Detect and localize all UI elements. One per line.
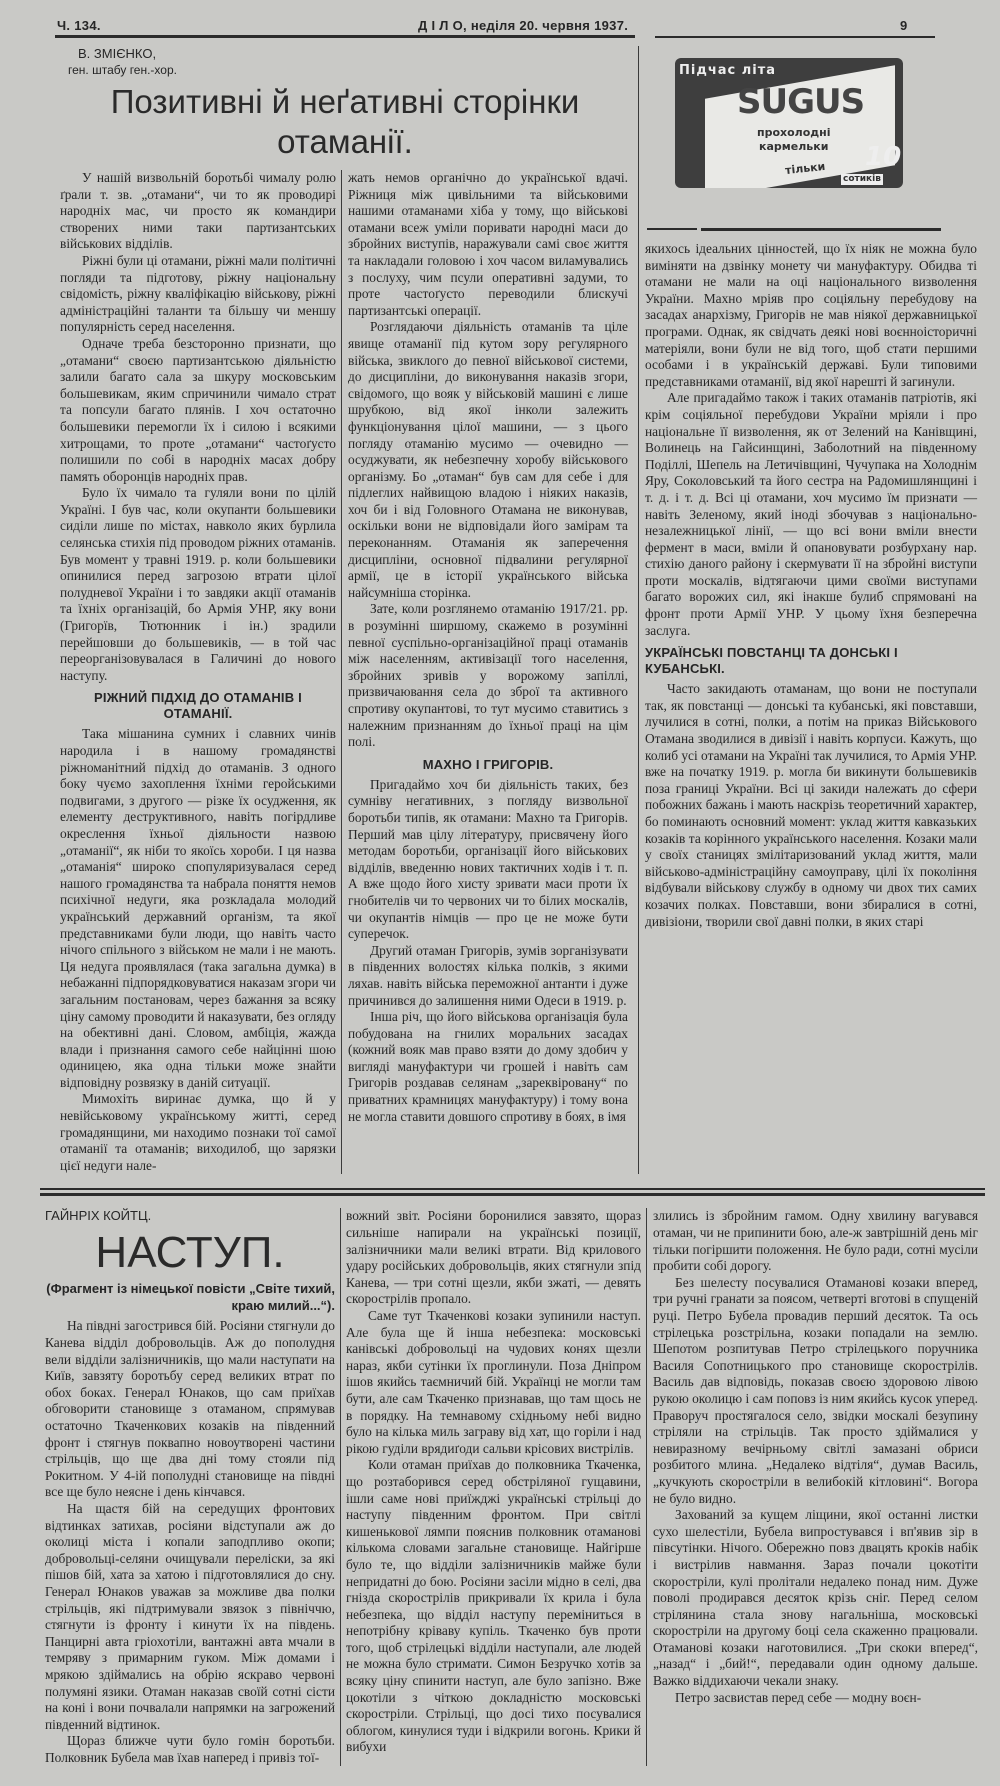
article-column-3 [645, 241, 977, 930]
paragraph: злились із збройним гамом. Одну хвилину вагувався отаман, чи не припинити бою, але-ж завтрішній день міг тільки погіршити положення. Не було ради, сотні мусіли пробити собі дорогу. [653, 1208, 978, 1274]
article-column-1 [60, 170, 342, 1174]
paragraph: Зате, коли розглянемо отаманію 1917/21. рр. в розумінні ширшому, скажемо в розумінні певної суспільно-організаційної праці отаманів між населенням, активізації того населення, збройних зривів у ворожому запіллі, призвичаювання села до зброї та активного спротиву окупантові, то тут мусимо ставитись з належним признанням до їхньої праці на цім полі. [348, 601, 628, 750]
paragraph: Другий отаман Григорів, зумів зорганізувати в південних волостях кілька полків, з якими ляхав. навіть війська переможної антанти і дуже причинився до залишення ними Одеси в 1919. р. [348, 942, 628, 1008]
paragraph: Петро засвистав перед себе — модну воєн- [675, 1689, 922, 1705]
divider-line [40, 1188, 985, 1190]
section-heading: УКРАЇНСЬКІ ПОВСТАНЦІ ТА ДОНСЬКІ І КУБАНСЬКІ. [645, 645, 898, 677]
paragraph: Було їх чимало та гуляли вони по цілій Україні. І був час, коли окупанти большевики сиділи лише по містах, навколо яких бурлила селянська стихія під проводом ріжних отаманів. Був момент у травні 1919. р. коли большевики опинилися перед загрозою втрати цілої полудневої України і то завдяки акції отаманів та їхніх організацій, бо Армія УНР, яку вони (Григорїв, Тютюнник і ін.) зрадили перейшовши до большевиків, — в той час переорганізовувалася в Галичині до нового наступу. [60, 485, 336, 683]
divider-line [40, 1193, 985, 1196]
ad-rule [647, 228, 697, 230]
paragraph: вожний звіт. Росіяни боронилися завзято, щораз сильніше напирали на українські позиції, залізничники мали великі втрати. Від крилового удару російських добровольців, яких стягнули зпід Канева, — три сотні щезли, якби зжаті, — девять скорострілів пропало. [346, 1208, 641, 1307]
paragraph: жать немов органічно до української вдачі. Ріжниця між цивільними та військовими нашими отаманами хіба у тому, що військові отамани всеж уміли поривати народні маси до збройних виступів, наражували самі своє життя та накладали головою і хоч часом виламувались з послуху, чим псули оперативні задуми, то проте частоґусто переводили блискучі партизантські операції. [348, 170, 628, 318]
ad-line: тільки [784, 159, 826, 178]
paragraph: Пригадаймо хоч би діяльність таких, без сумніву негативних, з погляду визвольної боротьби типів, як отамани: Махно та Григорів. Перший мав цілу літературу, присвячену його методам боротьби, організації його військових відділів, введенню нових тактичних ходів і т. п. А вже щодо його хисту зривати маси проти їх гнобителів чи то червоних чи то білих москалів, чи окупантів німців — про це не може бути суперечок. [348, 776, 628, 942]
article-author: В. ЗМІЄНКО, [78, 46, 157, 61]
story-column-2 [340, 1208, 646, 1766]
bottom-section [0, 1208, 1000, 1766]
story-title: НАСТУП. [95, 1228, 285, 1278]
paragraph: Така мішанина сумних і славних чинів народила і в нашому громадянстві ріжноманітний підхід до отаманів. З одного боку чуємо захоплення їхніми геройськими подвигами, з другого — різке їх осудження, як елементу деструктивного, навіть погірдливе окреслення їхньої діяльности назвою „отаманії“, як ніби то якоїсь хороби. І ця назва „отаманія“ широко спопуляризувалася серед нашого громадянства та набрала поняття немов психічної недуги, яка розкладала молодий український державний організм, та якої представниками були люди, що навіть часто нічого спільного з військом не мали і не мають. Ця недуга проявлялася (така загальна думка) в небажанні підпорядковуватися наказам згори чи загальним постановам, через бажання за всяку ціну самому проводити й наказувати, без огляду на обективні дані. Словом, амбіція, жажда влади і признання самого себе найцінні шою одиницею, яка одна тільки може знайти відповідну розвязку в даній ситуації. [60, 726, 336, 1090]
section-heading: МАХНО І ГРИГОРІВ. [422, 756, 554, 772]
article-title: Позитивні й неґативні сторінки отаманії. [110, 83, 580, 160]
paragraph: Ріжні були ці отамани, ріжні мали політичні погляди та підготову, ріжну національну свідомість, ріжну кваліфікацію військову, ріжні адміністраційні таланти та більшу чи меншу популярність серед населення. [60, 252, 336, 335]
paragraph: Коли отаман приїхав до полковника Ткаченка, що розтаборився серед обстріляної гущавини, ішли саме нові приїжджі українські стрільці до наступу південним фронтом. При світлі кишенькової лямпи пояснив полковник отаманові кількома словами загальне становище. Найгірше було те, що відділи залізничників майже були непридатні до бою. Росіяни засіли мідно в селі, два гнізда скорострілів прикривали їх крила і була небезпека, що відділ наступу переміниться в непотрібну кріваву купіль. Ткаченко був проти того, щоб стрілецькі відділи наступали, але людей не можна було стримати. Симон Безручко хотів за всяку ціну спинити наступ, але було запізно. Вже цокотіли з чіткою докладністю московські скоростріли. Стрільці, що досі тихо посувалися облогом, кинулися туди і відкрили вогонь. Крики й вибухи [346, 1457, 641, 1755]
section-heading: РІЖНИЙ ПІДХІД ДО ОТАМАНІВ І ОТАМАНІЇ. [94, 690, 302, 722]
story-column-3 [646, 1208, 978, 1766]
paragraph: На півдні загострився бій. Росіяни стягнули до Канева відділ добровольців. Аж до пополудня вели відділи залізничників, що мали наступати на Київ, завзяту боротьбу серед великих втрат по обох боках. Генерал Юнаков, що сам приїхав обговорити становище з отаманом, спрямував остаточно Ткаченкових козаків на південний фронт і стягнув поквапно новоутворені частини стрільців, що ще два дні тому стояли під Рокитном. У 4-ій пополудні становище на півдні все ще було неясне і день кінчався. [45, 1318, 335, 1500]
masthead-date: Д І Л О, неділя 20. червня 1937. [418, 18, 629, 33]
ad-brand: SUGUS [737, 82, 865, 122]
ad-line: прохолодні [757, 126, 831, 139]
header-rule-right [655, 36, 935, 38]
top-section [0, 46, 1000, 1174]
ad-rule [701, 228, 941, 231]
paragraph: якихось ідеальних цінностей, що їх ніяк не можна було виміняти на дзвінку монету чи мануфактуру. Обидва ті отамани не мали на оці національного визволення України. Махно мріяв про соціяльну перебудову на засадах анархізму, Григорів не мав ніякої державницької програми. Однак, як свідчать деякі нові воєнноісторичні матеріяли, вони були не від того, щоб стати першими особами і в українській державі. Були типовими представниками отаманії, від якої нарешті й загинули. [645, 241, 977, 389]
issue-number: Ч. 134. [57, 18, 101, 33]
header-rule [55, 35, 635, 38]
ad-line: Підчас літа [679, 63, 777, 78]
story-author: ГАЙНРІХ КОЙТЦ. [45, 1208, 152, 1224]
article-author-rank: ген. штабу ген.-хор. [68, 63, 177, 77]
article-column-2 [342, 170, 628, 1125]
story-column-1 [45, 1318, 335, 1766]
paragraph: Без шелесту посувалися Отаманові козаки вперед, три ручні гранати за поясом, четверті вготові в спущеній руці. Петро Бубела провадив перший десяток. Та ось стрілецька розстрільна, козаки попадали на землю. Шепотом розпитував Петро стрілецького поручника Василя Сопотницького про становище скорострілів. Василь дав відповідь, показав своєю здоровою лівою рукою околицю і сам поповз із ним якийсь кусок уперед. Праворуч простягалося село, звідки москалі безупину стріляли на стрільців. Так просто здіймалися у невиразному вечірньому світлі замазані обриси розбитого млина. „Недалеко відтіля“, думав Василь, „кучкують скоростріли в велибокій кітловині“. Вогора не було видно. [653, 1274, 978, 1506]
paragraph: Але пригадаймо також і таких отаманів патріотів, які крім соціяльної перебудови України мріяли і про національне її визволення, як от Зелений на Канівщині, Волинець на Гайсинщині, Заболотний на південному Поділлі, Шепель на Летичівщині, Чучупака на Холоднім Яру, Соколовський та його сестра на Радомишлянщині і т. д. і т. д. Всі ці отамани, хоч мусимо їм признати — навіть Зеленому, який іноді збочував з національно-незалежницької лінії, — що всі вони вміли внести фермент в маси, вміли й опановувати розбурхану нар. стихію даного району і скермувати її на збройні виступи проти москалів, відтягаючи цими своїми виступами багато ворожих сил, які інакше булиб спрямовані на фронт проти Армії УНР. У цьому їхня безперечна заслуга. [645, 390, 977, 638]
paragraph: Мимохіть виринає думка, що й у невійськовому українському житті, серед громадянщини, ми находимо познаки тої самої отаманії та отаманів; виходилоб, що зарязки цієї недуги нале- [60, 1091, 336, 1173]
ad-rules [647, 228, 977, 231]
page-number: 9 [900, 18, 908, 33]
article-side [638, 46, 977, 1174]
sugus-advertisement [675, 58, 903, 188]
ad-price: 10 [865, 142, 902, 172]
paragraph: У нашій визвольній боротьбі чималу ролю ґрали т. зв. „отамани“, чи то як проводирі народніх мас, чи просто як командири створених ними таки партизантських військових відділів. [60, 170, 336, 252]
story-column-1-wrap [45, 1208, 340, 1766]
paragraph: Захований за кущем ліщини, якої останні листки сухо шелестіли, Бубела випростувався і вп'явив зір в півсутінки. Нічого. Обережно повз двацять кроків набік і вистрілив навмання. Зараз почали цокотіти скоростріли, кулі пролітали недалеко понад ним. Дуже поволі продирався десяток крізь сніг. Перед селом стрілянина стала знову нагальніша, московські скоростріли на другому боці села скаженно працювали. Отаманові козаки наготовилися. „Три скоки вперед“, „назад“ і „бий!“, передавали один одному дальше. Важко віддихаючи чекали знаку. [653, 1507, 978, 1689]
page-header [0, 0, 1000, 40]
paragraph: Щораз ближче чути було гомін боротьби. Полковник Бубела мав їхав наперед і привіз тої- [45, 1733, 335, 1765]
paragraph: На щастя бій на середущих фронтових відтинках затихав, росіяни відступали аж до околиці міста і копали заподпливо окопи; добровольці-селяни очищували переліски, за які пішов бій, хата за хатою і підготовлялися до сну. Генерал Юнаков уважав за можливе два полки стрільців, які підтримували звязок з північчю, стягнути із фронту і кинути їх на південь. Панцирні авта гріохотіли, вантажні авта мчали в темряву з примарним гуком. Між домами і мрякою здіймались на обрію яскраво червоні полумяні язики. Отаман наказав своїй сотні сісти на коні і вони почвалали напрямки на загрожений південний відтинок. [45, 1500, 335, 1732]
section-divider [40, 1188, 985, 1196]
paragraph: Інша річ, що його військова організація була побудована на гнилих моральних засадах (кожний вояк мав право взяти до дому здобич у вигляді мануфактури чи грошей і навіть сам Григорів роздавав селянам „зареквіровану“ по приватних крамницях мануфактуру) і тому вона не могла ставити довшого спротиву в боях, в імя [348, 1009, 628, 1124]
story-subtitle: (Фрагмент із німецької повісти „Світе тихий, краю милий...“). [46, 1281, 335, 1314]
article-columns [60, 170, 630, 1174]
ad-currency: сотиків [843, 174, 881, 184]
paragraph: Одначе треба безсторонно признати, що „отамани“ своєю партизантською діяльністю залили багато сала за шкуру московським большевикам, яким спричинили чимало страт та попсули багато плянів. І хоч остаточно большевики перемогли їх і силою і всякими хитрощами, то проте „отамани“ частоґусто полишили по собі в народніх масах добру память оборонців народніх прав. [60, 335, 336, 484]
paragraph: Розглядаючи діяльність отаманів та ціле явище отаманії під кутом зору регулярного війська, звиклого до певної військової системи, до дисципліни, до виконування наказів згори, свідомого, що вояк у військовій машині є лише шрубкою, від якої інколи залежить функціонування цілої машини, — з цього погляду отаманію мусимо — очевидно — осуджувати, як небезпечну хоробу військового організму. Бо „отаман“ був сам для себе і для підлеглих найвищою владою і ніяких наказів, хоч би і від Головного Отамана не виконував, оскільки вони не відповідали його замірам та переконанням. Отаманія як заперечення дисципліни, основної підвалини регулярної армії, це в історії українського війська найсумніша сторінка. [348, 319, 628, 600]
paragraph: Часто закидають отаманам, що вони не поступали так, як повстанці — донські та кубанські, які повставши, лучилися в сотні, полки, а потім на приказ Військового Отамана зводилися в дивізії і навіть корпуси. Кажуть, що колиб усі отамани на Україні так лучилися, то Армія УНР. вже на початку 1919. р. могла би викинути большевиків поза границі України. Всі ці закиди належать до сфери побожних бажань і мають наскрізь теоретичний характер, бо поминають основний момент: уклад життя кавказьких козаків та корінного українського населення. Козаки мали у своїх станицях змілітаризований уклад життя, мали військово-адміністраційну самоуправу, цілі їх покоління відбували військову службу в одному чи двох тих самих козачих полках. Повставши, вони збиралися в сотні, дивізіони, творили свої давні полки, в яких старі [645, 681, 977, 929]
ad-line: кармельки [759, 140, 829, 153]
article-main [60, 46, 630, 1174]
paragraph: Саме тут Ткаченкові козаки зупинили наступ. Але була ще й інша небезпека: московські канівські добровольці на чудових конях щезли нараз, якби сутінки їх проглинули. Поза Дніпром ішов якийсь таємничий бій. Українці не могли там бути, але сам Ткаченко признавав, що там щось не в порядку. На темнавому східньому небі видно було на кілька миль заграву від хат, що горіли і над рікою гуділи врядиґоди сальви крісових вистрілів. [346, 1308, 641, 1456]
